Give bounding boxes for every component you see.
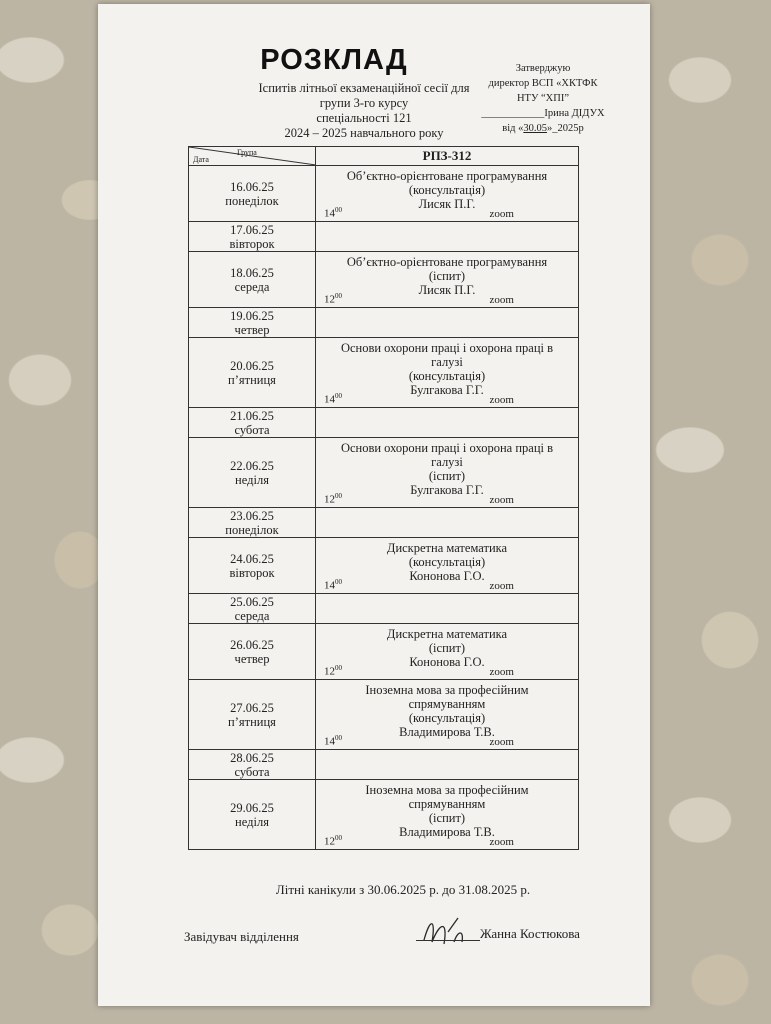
subtitle-line: Іспитів літньої екзаменаційної сесії для xyxy=(258,81,470,95)
date-cell xyxy=(189,750,316,780)
date-cell xyxy=(189,680,316,750)
exam-mode: zoom xyxy=(489,394,514,406)
table-row xyxy=(189,780,579,850)
date-cell xyxy=(189,408,316,438)
table-header-row xyxy=(189,147,579,166)
weekday: вівторок xyxy=(229,565,275,580)
date-cell xyxy=(189,308,316,338)
subtitle-line: спеціальності 121 xyxy=(316,111,412,125)
weekday: понеділок xyxy=(225,522,279,537)
table-row xyxy=(189,538,579,594)
footer-signature-line xyxy=(416,940,480,941)
empty-cell xyxy=(316,750,579,780)
empty-cell xyxy=(316,408,579,438)
table-row xyxy=(189,624,579,680)
subject-line: спрямуванням xyxy=(408,796,486,811)
exam-type: (іспит) xyxy=(428,468,466,483)
table-row xyxy=(189,594,579,624)
subject-line: Дискретна математика xyxy=(386,540,508,555)
date-cell xyxy=(189,252,316,308)
date-value: 24.06.25 xyxy=(230,551,274,566)
subtitle-line: групи 3-го курсу xyxy=(319,96,409,110)
exam-time xyxy=(324,831,342,849)
teacher-name: Кононова Г.О. xyxy=(409,568,485,583)
header-group-cell: РПЗ-312 xyxy=(316,147,579,166)
exam-mode: zoom xyxy=(489,494,514,506)
exam-time-minutes: 00 xyxy=(335,834,342,843)
vacation-note: Літні канікули з 30.06.2025 р. до 31.08.2025 р. xyxy=(275,882,531,897)
subject-line: галузі xyxy=(431,454,463,469)
date-value: 22.06.25 xyxy=(230,458,274,473)
subject-line: спрямуванням xyxy=(408,696,486,711)
exam-time-hour: 14 xyxy=(324,394,335,406)
subject-line: Іноземна мова за професійним xyxy=(365,682,529,697)
empty-cell xyxy=(316,508,579,538)
subject-line: Об’єктно-орієнтоване програмування xyxy=(346,168,548,183)
approval-signer: Ірина ДІДУХ xyxy=(544,108,605,119)
approval-signature-blank: ____________ xyxy=(481,108,545,119)
exam-time-minutes: 00 xyxy=(335,578,342,587)
exam-type: (іспит) xyxy=(428,810,466,825)
exam-time-minutes: 00 xyxy=(335,734,342,743)
exam-type: (консультація) xyxy=(408,368,486,383)
exam-mode: zoom xyxy=(489,294,514,306)
subject-line: галузі xyxy=(431,354,463,369)
subject-line: Об’єктно-орієнтоване програмування xyxy=(346,254,548,269)
footer-position: Завідувач відділення xyxy=(184,929,299,944)
exam-time-hour: 14 xyxy=(324,736,335,748)
exam-time xyxy=(324,661,342,679)
table-row xyxy=(189,252,579,308)
exam-time-hour: 14 xyxy=(324,208,335,220)
exam-cell xyxy=(316,252,579,308)
exam-time xyxy=(324,289,342,307)
header-group-label: Група xyxy=(237,148,257,157)
date-value: 21.06.25 xyxy=(230,408,274,423)
table-row xyxy=(189,408,579,438)
exam-type: (іспит) xyxy=(428,268,466,283)
exam-type: (консультація) xyxy=(408,710,486,725)
exam-cell xyxy=(316,166,579,222)
date-value: 19.06.25 xyxy=(230,308,274,323)
exam-cell xyxy=(316,624,579,680)
approval-date xyxy=(448,121,638,136)
date-value: 17.06.25 xyxy=(230,222,274,237)
approval-date-day: 30.05 xyxy=(523,123,547,134)
exam-mode: zoom xyxy=(489,836,514,848)
exam-cell xyxy=(316,338,579,408)
exam-type: (іспит) xyxy=(428,640,466,655)
date-cell xyxy=(189,508,316,538)
weekday: п’ятниця xyxy=(228,714,276,729)
weekday: понеділок xyxy=(225,193,279,208)
approval-line: директор ВСП «ХКТФК xyxy=(488,78,598,89)
table-row xyxy=(189,508,579,538)
exam-mode: zoom xyxy=(489,208,514,220)
date-cell xyxy=(189,338,316,408)
weekday: четвер xyxy=(234,322,270,337)
exam-time xyxy=(324,489,342,507)
teacher-name: Булгакова Г.Г. xyxy=(410,382,484,397)
exam-mode: zoom xyxy=(489,580,514,592)
exam-time xyxy=(324,389,342,407)
weekday: неділя xyxy=(235,472,269,487)
empty-cell xyxy=(316,594,579,624)
schedule-sheet xyxy=(98,4,650,1006)
table-row xyxy=(189,308,579,338)
header-date-label: Дата xyxy=(193,155,209,164)
table-row xyxy=(189,166,579,222)
subject-line: Основи охорони праці і охорона праці в xyxy=(340,440,554,455)
exam-cell xyxy=(316,680,579,750)
approval-block xyxy=(448,61,638,136)
teacher-name: Лисяк П.Г. xyxy=(418,196,476,211)
table-row xyxy=(189,750,579,780)
exam-time-hour: 12 xyxy=(324,294,335,306)
exam-time-minutes: 00 xyxy=(335,392,342,401)
exam-type: (консультація) xyxy=(408,554,486,569)
exam-time-hour: 12 xyxy=(324,666,335,678)
exam-cell xyxy=(316,438,579,508)
document-title: РОЗКЛАД xyxy=(260,44,408,76)
exam-time xyxy=(324,203,342,221)
subtitle-line: 2024 – 2025 навчального року xyxy=(284,126,444,140)
exam-time xyxy=(324,731,342,749)
exam-time xyxy=(324,575,342,593)
exam-cell xyxy=(316,538,579,594)
approval-line: НТУ “ХПІ” xyxy=(516,93,570,104)
subject-line: Дискретна математика xyxy=(386,626,508,641)
approval-date-prefix: від « xyxy=(502,123,524,134)
teacher-name: Владимирова Т.В. xyxy=(399,824,495,839)
footer-name: Жанна Костюкова xyxy=(480,926,580,941)
date-value: 29.06.25 xyxy=(230,800,274,815)
date-cell xyxy=(189,624,316,680)
table-row xyxy=(189,680,579,750)
date-value: 25.06.25 xyxy=(230,594,274,609)
date-cell xyxy=(189,222,316,252)
subject-line: Іноземна мова за професійним xyxy=(365,782,529,797)
weekday: неділя xyxy=(235,814,269,829)
date-cell xyxy=(189,438,316,508)
date-value: 20.06.25 xyxy=(230,358,274,373)
weekday: середа xyxy=(234,279,270,294)
approval-date-suffix: »_2025р xyxy=(546,123,584,134)
empty-cell xyxy=(316,222,579,252)
date-value: 28.06.25 xyxy=(230,750,274,765)
teacher-name: Владимирова Т.В. xyxy=(399,724,495,739)
date-cell xyxy=(189,780,316,850)
table-row xyxy=(189,338,579,408)
teacher-name: Булгакова Г.Г. xyxy=(410,482,484,497)
table-body xyxy=(189,166,579,850)
empty-cell xyxy=(316,308,579,338)
exam-time-minutes: 00 xyxy=(335,206,342,215)
date-cell xyxy=(189,166,316,222)
weekday: четвер xyxy=(234,651,270,666)
approval-line: Затверджую xyxy=(515,63,571,74)
exam-schedule-table xyxy=(188,146,579,850)
date-value: 27.06.25 xyxy=(230,700,274,715)
exam-time-hour: 12 xyxy=(324,494,335,506)
weekday: субота xyxy=(234,764,270,779)
date-value: 26.06.25 xyxy=(230,637,274,652)
exam-time-minutes: 00 xyxy=(335,292,342,301)
approval-signature-line xyxy=(448,106,638,121)
weekday: субота xyxy=(234,422,270,437)
date-value: 16.06.25 xyxy=(230,179,274,194)
weekday: середа xyxy=(234,608,270,623)
date-value: 18.06.25 xyxy=(230,265,274,280)
date-cell xyxy=(189,538,316,594)
date-value: 23.06.25 xyxy=(230,508,274,523)
exam-time-hour: 12 xyxy=(324,836,335,848)
exam-type: (консультація) xyxy=(408,182,486,197)
teacher-name: Кононова Г.О. xyxy=(409,654,485,669)
exam-time-minutes: 00 xyxy=(335,492,342,501)
exam-time-hour: 14 xyxy=(324,580,335,592)
exam-cell xyxy=(316,780,579,850)
teacher-name: Лисяк П.Г. xyxy=(418,282,476,297)
weekday: вівторок xyxy=(229,236,275,251)
signature-scribble xyxy=(418,912,478,952)
weekday: п’ятниця xyxy=(228,372,276,387)
subject-line: Основи охорони праці і охорона праці в xyxy=(340,340,554,355)
exam-mode: zoom xyxy=(489,736,514,748)
table-row xyxy=(189,222,579,252)
exam-time-minutes: 00 xyxy=(335,664,342,673)
exam-mode: zoom xyxy=(489,666,514,678)
header-corner-cell xyxy=(189,147,316,166)
date-cell xyxy=(189,594,316,624)
table-row xyxy=(189,438,579,508)
